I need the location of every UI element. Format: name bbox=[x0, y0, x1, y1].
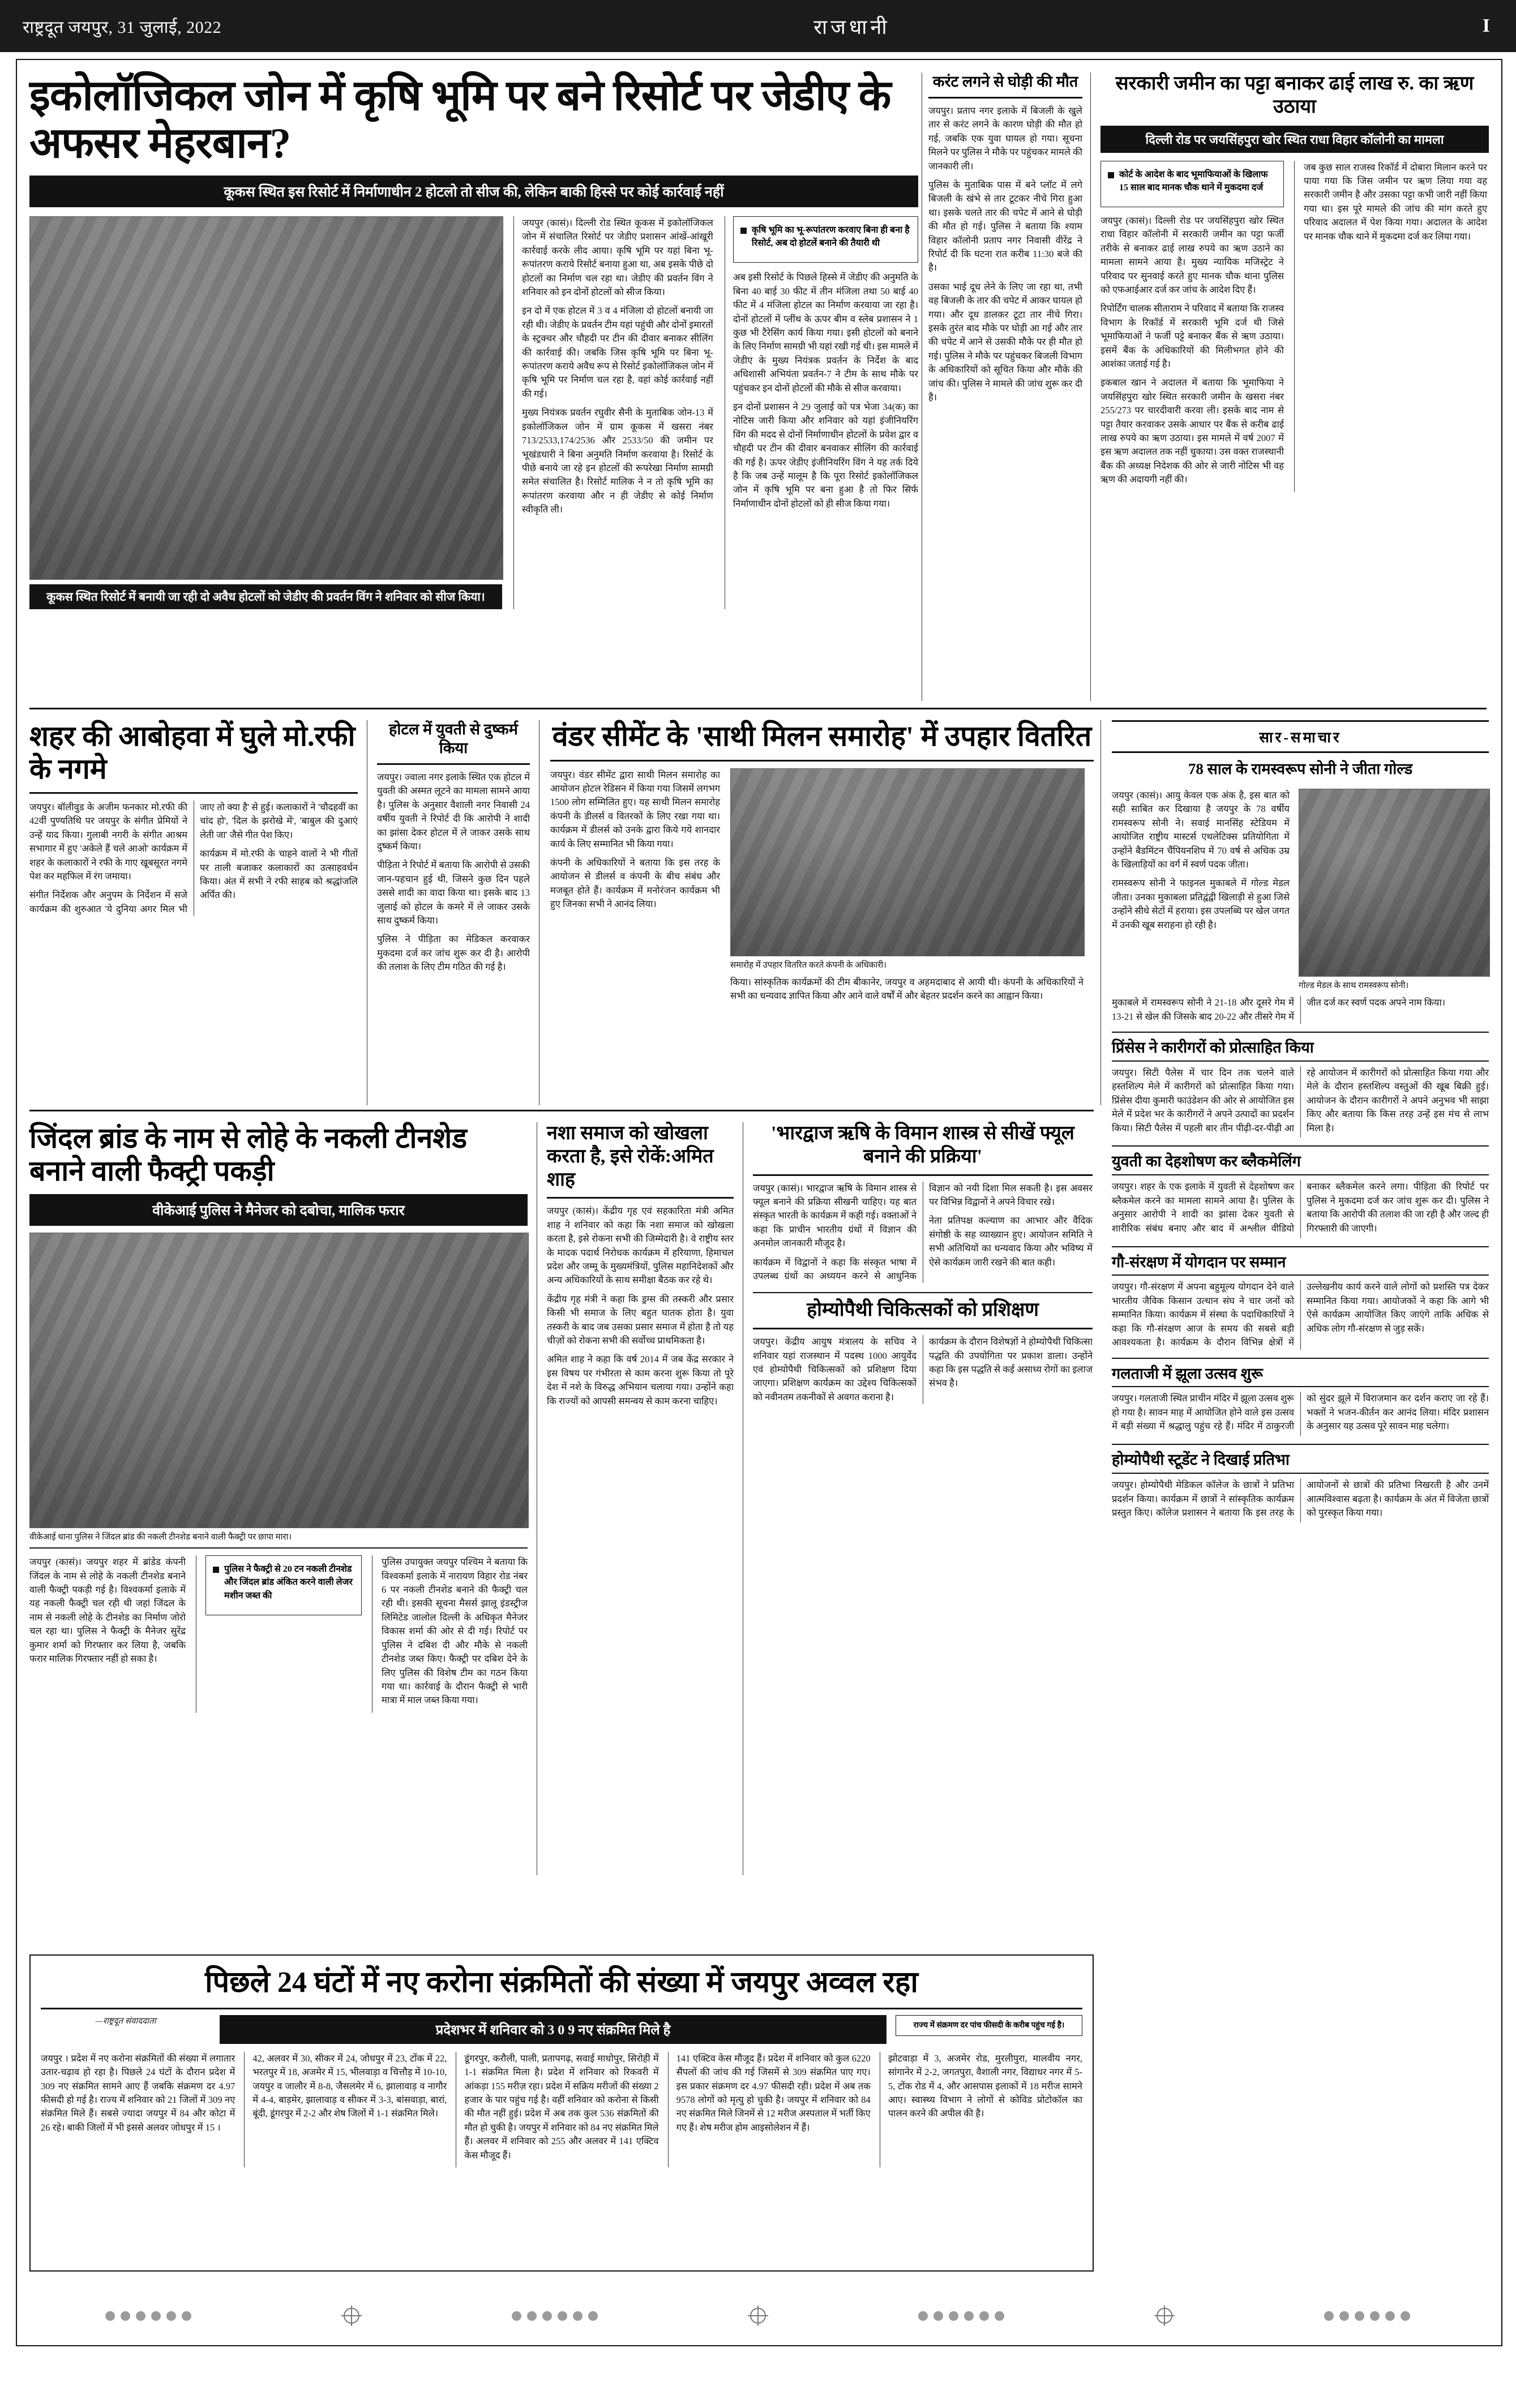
wonder-body-right: किया। सांस्कृतिक कार्यक्रमों की टीम बीकानेर, जयपुर व अहमदाबाद से आयी थी। कंपनी के अधिकारियों ने सभी का धन्यवाद ज्ञापित किया और आने वाले वर्षों में और बेहतर प्रदर्शन करने का आह्वान किया। bbox=[730, 976, 1084, 1002]
drugs-headline: नशा समाज को खोखला करता है, इसे रोकें:अमित शाह bbox=[547, 1123, 714, 1190]
rafi-headline: शहर की आबोहवा में घुले मो.रफी के नगमे bbox=[29, 720, 356, 785]
masthead-section-title: राजधानी bbox=[813, 15, 890, 39]
factory-photo-caption: वीकेआई थाना पुलिस ने जिंदल ब्रांड की नकली टीनशेड बनाने वाली फैक्ट्री पर छापा मारा। bbox=[29, 1528, 528, 1549]
footer-dots-right bbox=[918, 2311, 1004, 2321]
registration-mark-1 bbox=[344, 2308, 359, 2324]
lead-body-col1: जयपुर (कासं)। दिल्ली रोड स्थित कूकस में इकोलॉजिकल जोन में संचालित रिसोर्ट पर जेडीए प्रशासन आंखें-आंखूरी कार्रवाई करके लीद आया। कृषि भूमि पर यहां बिना भू-रूपांतरण कराये रिसोर्ट बनाया हुआ था, अब इसके पीछे दो होटलों का निर्माण चल रहा था। जेडीए की प्रवर्तन विंग ने शनिवार को इन दोनों होटलों को सीज किया। इन दो में एक होटल में 3 व 4 मंजिला दो होटलों बनायी जा रही थी। जेडीए के प्रवर्तन टीम यहां पहुंची और दोनों इमारतों के स्ट्रक्चर और चौहदी पर टीन की दीवार बनाकर सीलिंग की कार्रवाई की। जबकि जिस कृषि भूमि पर बिना भू-रूपांतरण कराये अवैध रूप से रिसोर्ट इकोलॉजिकल जोन में कृषि भूमि पर निर्माण चल रहा है, वहां कोई कार्रवाई नहीं की गई। मुख्य नियंत्रक प्रवर्तन रघुवीर सैनी के मुताबिक जोन-13 में इकोलॉजिकल जोन में ग्राम कूकस में खसरा नंबर 713/2533,174/2536 और 2533/50 की जमीन पर भूखंडधारी ने बिना अनुमति निर्माण करवाया है। रिसोर्ट के पीछे बनाये जा रहे इन होटलों की रूपरेखा निर्माण सामग्री समेत संचालित है। रिसोर्ट मालिक ने न तो कृषि भूमि का रूपांतरण करवाया और न ही जेडीए से कोई निर्माण स्वीकृति ली। bbox=[522, 217, 713, 515]
story-bhardwaj bbox=[753, 1122, 1093, 1404]
corona-col-1: 42, अलवर में 30, सीकर में 24, जोधपुर में 23, टोंक में 22, भरतपुर में 18, अजमेर में 15, भीलवाड़ा व चित्तौड़ में 10-10, जयपुर व जालौर में 8-8, जैसलमेर में 6, झालावाड़ व नागौर में 4-4, बाड़मेर, झालावाड़ व सीकर में 3-3, बांसवाड़ा, बारां, बूंदी, डूंगरपुर में 2-2 और शेष जिलों में 1-1 संक्रमित मिले। bbox=[244, 2052, 447, 2167]
corona-col-2: डूंगरपुर, करौली, पाली, प्रतापगढ़, सवाई माधोपुर, सिरोही में 1-1 संक्रमित मिला है। प्रदेश में शनिवार को रिकवरी में आंकड़ा 155 मरीज़ रहा। प्रदेश में सक्रिय मरीजों की संख्या 2 हजार के पार पहुंच गई है। वहीं शनिवार को करोना से किसी की मौत नहीं हुई। प्रदेश में अब तक कुल 536 संक्रमितों की मौत हो चुकी है। जयपुर में शनिवार को 84 नए संक्रमित मिले हैं। अलवर में शनिवार को 255 और अलवर में 141 एक्टिव केस मौजूद हैं। bbox=[456, 2052, 658, 2167]
corona-col-4: झोटवाड़ा में 3, अजमेर रोड, मुरलीपुरा, मालवीय नगर, सांगानेर में 2-2, जगतपुरा, वैशाली नगर, विद्याधर नगर में 5-5, टोंक रोड में 4, और आसपास इलाकों में 18 मरीज सामने आए। स्वास्थ्य विभाग ने लोगों से कोविड प्रोटोकॉल का पालन करने की अपील की है। bbox=[880, 2052, 1082, 2167]
masthead bbox=[0, 0, 1516, 52]
lead-photo bbox=[29, 216, 503, 580]
lead-story bbox=[29, 72, 918, 609]
footer-dots-far-right bbox=[1324, 2311, 1410, 2321]
corona-box bbox=[29, 1954, 1094, 2272]
rail-item-0-body: जयपुर। सिटी पैलेस में चार दिन तक चलने वाले हस्तशिल्प मेले में कारीगरों को प्रोत्साहित किया गया। प्रिंसेस दीया कुमारी फाउंडेशन की ओर से आयोजित इस मेले में प्रदेश भर के कारीगरों ने अपने उत्पादों का प्रदर्शन किया। सिटी पैलेस में पहली बार तीन पीढ़ी-दर-पीढ़ी आ रहे आयोजन में कारीगरों को प्रोत्साहित किया गया और मेले के दौरान हस्तशिल्प वस्तुओं की खूब बिक्री हुई। आयोजन के दौरान कारीगरों ने अपने अनुभव भी साझा किए और बताया कि किस तरह उन्हें इस मंच से लाभ मिला है। bbox=[1112, 1067, 1489, 1134]
wonder-photo-caption: समारोह में उपहार वितरित करते कंपनी के अधिकारी। bbox=[730, 960, 887, 970]
story-drugs bbox=[547, 1122, 734, 1413]
homeopathy-headline: होम्योपैथी चिकित्सकों को प्रशिक्षण bbox=[807, 1299, 1039, 1321]
hotel-headline: होटल में युवती से दुष्कर्म किया bbox=[389, 721, 518, 756]
corona-col-3: 141 एक्टिव केस मौजूद हैं। प्रदेश में शनिवार को कुल 6220 सैंपलों की जांच की गई जिसमें से 309 संक्रमित पाए गए। इस प्रकार संक्रमण दर 4.97 फीसदी रही। प्रदेश में अब तक 9578 लोगों को मृत्यु हो चुकी है। जयपुर में शनिवार को 84 नए संक्रमित मिले जिनमें से 12 मरीज अस्पताल में भर्ती किए गए हैं। शेष मरीज होम आइसोलेशन में हैं। bbox=[668, 2052, 871, 2167]
factory-photo bbox=[29, 1233, 529, 1528]
loan-bullet-box bbox=[1100, 161, 1284, 207]
loan-body-b: जब कुछ साल राजस्व रिकॉर्ड में दोबारा मिलान करने पर पाया गया कि जिस जमीन पर ऋण लिया गया वह सरकारी जमीन है और उसका पट्टा कभी जारी नहीं किया गया था। इस पूरे मामले की जांच की मांग करते हुए परिवाद अदालत में पेश किया गया। अदालत के आदेश पर मानक चौक थाने में मुकदमा दर्ज कर लिया गया। bbox=[1304, 161, 1487, 242]
lead-photo-caption: कूकस स्थित रिसोर्ट में बनायी जा रही दो अवैध होटलों को जेडीए की प्रवर्तन विंग ने शनिवार को सीज किया। bbox=[29, 584, 502, 609]
gold-body-left: जयपुर (कासं)। आयु केवल एक अंक है, इस बात को सही साबित कर दिखाया है जयपुर के 78 वर्षीय रामस्वरूप सोनी ने। सवाई मानसिंह स्टेडियम में आयोजित राष्ट्रीय मास्टर्स एथलेटिक्स प्रतियोगिता में उन्होंने बैडमिंटन चैंपियनशिप में 70 वर्ष से अधिक उम्र के खिलाड़ियों का वर्ग में स्वर्ण पदक जीता। रामस्वरूप सोनी ने फाइनल मुकाबले में गोल्ड मेडल जीता। उनका मुकाबला प्रतिद्वंद्वी खिलाड़ी से हुआ जिसे उन्होंने सीधे सेटों में हराया। इस उपलब्धि पर खेल जगत में उनकी खूब सराहना हो रही है। bbox=[1112, 789, 1290, 930]
rail-item-1-headline: युवती का देहशोषण कर ब्लैकमेलिंग bbox=[1112, 1152, 1489, 1175]
corona-band: प्रदेशभर में शनिवार को 3 0 9 नए संक्रमित मिले है bbox=[220, 2015, 887, 2044]
lead-bullet-item: कृषि भूमि का भू-रूपांतरण करवाए बिना ही बना है रिसोर्ट, अब दो होटलें बनाने की तैयारी थी bbox=[740, 224, 911, 250]
rail-item-1-body: जयपुर। शहर के एक इलाके में युवती से देहशोषण कर ब्लैकमेल करने का मामला सामने आया है। पुलिस के अनुसार आरोपी ने शादी का झांसा देकर युवती से शारीरिक संबंध बनाए और बाद में अश्लील वीडियो बनाकर ब्लैकमेल करने लगा। पीड़िता की रिपोर्ट पर पुलिस ने मुकदमा दर्ज कर जांच शुरू कर दी। पुलिस ने बताया कि आरोपी की तलाश की जा रही है और जल्द ही गिरफ्तारी की जाएगी। bbox=[1112, 1181, 1489, 1234]
masthead-edition: राष्ट्रदूत जयपुर, 31 जुलाई, 2022 bbox=[23, 18, 222, 37]
story-loan bbox=[1100, 72, 1489, 492]
loan-body-a: जयपुर (कासं)। दिल्ली रोड पर जयसिंहपुरा खोर स्थित राधा विहार कॉलोनी में सरकारी जमीन का पट्टा फर्जी तरीके से बनाकर ढाई लाख रुपये का ऋण उठाने का मामला सामने आया है। मुख्य न्यायिक मजिस्ट्रेट ने परिवाद पर सुनवाई करते हुए मानक चौक थाना पुलिस को एफआईआर दर्ज कर जांच के आदेश दिए हैं। रिपोर्टिंग चालक सीताराम ने परिवाद में बताया कि राजस्व विभाग के रिकॉर्ड में सरकारी भूमि दर्ज थी जिसे भूमाफियाओं ने फर्जी पट्टे बनाकर बैंक से ऋण उठाया। इसमें बैंक के अधिकारियों की मिलीभगत होने की आशंका जताई गई है। इकबाल खान ने अदालत में बताया कि भूमाफिया ने जयसिंहपुरा खोर स्थित सरकारी जमीन के खसरा नंबर 255/273 पर चारदीवारी करवा ली। इसके बाद नाम से पट्टा तैयार करवाकर उसके आधार पर बैंक से करीब ढाई लाख रुपये का ऋण उठाया। इस मामले में वर्ष 2007 में इस ऋण अदालत तक नहीं चुकाया। उस वक्त राजस्थानी बैंक की अध्यक्ष निदेशक की ओर से जारी नोटिस भी वह ऋण की अदायगी नहीं की। bbox=[1100, 215, 1284, 485]
mare-headline: करंट लगने से घोड़ी की मौत bbox=[932, 73, 1078, 90]
story-mare bbox=[928, 72, 1082, 409]
bhardwaj-body: जयपुर (कासं)। भारद्वाज ऋषि के विमान शास्त्र से फ्यूल बनाने की प्रक्रिया सीखनी चाहिए। यह बात संस्कृत भारती के कार्यक्रम में कही गई। वक्ताओं ने कहा कि प्राचीन भारतीय ग्रंथों में विज्ञान की अनमोल जानकारी मौजूद है। कार्यक्रम में विद्वानों ने कहा कि संस्कृत भाषा में उपलब्ध ग्रंथों का अध्ययन करने से आधुनिक विज्ञान को नयी दिशा मिल सकती है। इस अवसर पर विभिन्न विद्वानों ने अपने विचार रखे। नेता प्रतिपक्ष कल्याण का आभार और वैदिक संगोष्ठी के सह व्याख्यान हुए। आयोजन समिति ने सभी अतिथियों का धन्यवाद किया और भविष्य में ऐसे कार्यक्रम जारी रखने की बात कही। bbox=[753, 1182, 1093, 1282]
loan-headline: सरकारी जमीन का पट्टा बनाकर ढाई लाख रु. का ऋण उठाया bbox=[1115, 73, 1474, 117]
factory-kicker: वीकेआई पुलिस ने मैनेजर को दबोचा, मालिक फरार bbox=[29, 1194, 528, 1226]
masthead-page-marker: I bbox=[1482, 15, 1490, 36]
corona-side-note: राज्य में संक्रमण दर पांच फीसदी के करीब पहुंच गई है। bbox=[913, 2021, 1065, 2030]
factory-headline: जिंदल ब्रांड के नाम से लोहे के नकली टीनशेड बनाने वाली फैक्ट्री पकड़ी bbox=[29, 1122, 467, 1187]
factory-body-b: पुलिस उपायुक्त जयपुर पश्चिम ने बताया कि विश्वकर्मा इलाके में नारायण विहार रोड नंबर 6 पर नकली टीनशेड बनाने की फैक्ट्री चल रही थी। इसकी सूचना मैसर्स झालू इंडस्ट्रीज लिमिटेड जालोल दिल्ली के अधिकृत मैनेजर विकास शर्मा की ओर से दी गई। रिपोर्ट पर पुलिस ने दबिश दी और मौके से नकली टीनशेड जब्त किए। फैक्ट्री पर दबिश देने के लिए पुलिस की विशेष टीम का गठन किया गया था। कार्रवाई के दौरान फैक्ट्री से भारी मात्रा में माल जब्त किया गया। bbox=[382, 1556, 528, 1706]
factory-bullet-box bbox=[205, 1555, 362, 1615]
rail-item-4-body: जयपुर। होम्योपैथी मेडिकल कॉलेज के छात्रों ने प्रतिभा प्रदर्शन किया। कार्यक्रम में छात्रों ने सांस्कृतिक कार्यक्रम प्रस्तुत किए। कॉलेज प्रशासन ने बताया कि इस तरह के आयोजनों से छात्रों की प्रतिभा निखरती है और उनमें आत्मविश्वास बढ़ता है। कार्यक्रम के अंत में विजेता छात्रों को पुरस्कृत किया गया। bbox=[1112, 1479, 1489, 1518]
wonder-body-left: जयपुर। वंडर सीमेंट द्वारा साथी मिलन समारोह का आयोजन होटल रेडिसन में किया गया जिसमें लगभग 1500 लोग सम्मिलित हुए। यह साथी मिलन समारोह कंपनी के डीलर्स व वितरकों के लिए रखा गया था। कार्यक्रम में डीलर्स को उनके द्वारा किये गये शानदार कार्य के लिए सम्मानित भी किया गया। कंपनी के अधिकारियों ने बताया कि इस तरह के आयोजन से डीलर्स व कंपनी के बीच संबंध और मजबूत होते हैं। कार्यक्रम में मनोरंजन कार्यक्रम भी हुए जिनका सभी ने आनंद लिया। bbox=[550, 769, 720, 910]
bullet-square-icon bbox=[740, 228, 747, 234]
story-factory bbox=[29, 1122, 528, 1713]
registration-mark-2 bbox=[750, 2308, 766, 2324]
story-wonder bbox=[550, 720, 1094, 1008]
story-rafi bbox=[29, 720, 358, 916]
footer-dots-mid bbox=[512, 2311, 598, 2321]
corona-col-0: जयपुर । प्रदेश में नए करोना संक्रमितों की संख्या में लगातार उतार-चढ़ाव हो रहा है। पिछले 24 घंटों के दौरान प्रदेश में 309 नए संक्रमित सामने आए हैं जबकि संक्रमण दर 4.97 फीसदी हो गई है। राज्य में शनिवार को 21 जिलों में 309 नए संक्रमित मिले हैं। सबसे ज्यादा जयपुर में 84 और कोटा में 26 रहे। बाकी जिलों में भी इससे अलवर जोधपुर में 15 । bbox=[41, 2052, 235, 2133]
story-hotel bbox=[377, 720, 530, 980]
bullet-square-icon bbox=[213, 1567, 219, 1573]
footer-registration-strip bbox=[29, 2299, 1487, 2333]
factory-bullet-item: पुलिस ने फैक्ट्री से 20 टन नकली टीनशेड और जिंदल ब्रांड अंकित करने वाली लेजर मशीन जब्त की bbox=[213, 1563, 354, 1602]
rail-item-4-headline: होम्योपैथी स्टूडेंट ने दिखाई प्रतिभा bbox=[1112, 1451, 1489, 1474]
gold-body-rest: मुकाबले में रामस्वरूप सोनी ने 21-18 और दूसरे गेम में 13-21 से खेल की जिसके बाद 20-22 और तीसरे गेम में जीत दर्ज कर स्वर्ण पदक अपने नाम किया। bbox=[1112, 997, 1446, 1022]
sar-samachar-title: सार-समाचार bbox=[1259, 729, 1342, 746]
rafi-body: जयपुर। बॉलीवुड के अजीम फनकार मो.रफी की 42वीं पुण्यतिथि पर जयपुर के संगीत प्रेमियों ने उन्हें याद किया। गुलाबी नगरी के संगीत आश्रम सभागार में हुए 'अकेले हैं चले आओ' कार्यक्रम में शहर के कलाकारों ने रफी के गाए खूबसूरत नगमे पेश कर महफिल में रंग जमाया। संगीत निर्देशक और अनुपम के निर्देशन में सजे कार्यक्रम की शुरुआत 'ये दुनिया अगर मिल भी जाए तो क्या है' से हुई। कलाकारों ने 'चौदहवीं का चांद हो', 'दिल के झरोखे में', 'बाबुल की दुआएं लेती जा' जैसे गीत पेश किए। कार्यक्रम में मो.रफी के चाहने वालों ने भी गीतों पर ताली बजाकर कलाकारों का उत्साहवर्धन किया। अंत में सभी ने रफी साहब को श्रद्धांजलि अर्पित की। bbox=[29, 802, 358, 914]
bullet-square-icon bbox=[1108, 172, 1114, 178]
hotel-body: जयपुर। ज्वाला नगर इलाके स्थित एक होटल में युवती की अस्मत लूटने का मामला सामने आया है। पुलिस के अनुसार वैशाली नगर निवासी 24 वर्षीय युवती ने रिपोर्ट दी कि आरोपी ने शादी का झांसा देकर होटल में ले जाकर उसके साथ दुष्कर्म किया। पीड़िता ने रिपोर्ट में बताया कि आरोपी से उसकी जान-पहचान हुई थी, जिसने कुछ दिन पहले उससे शादी का वादा किया था। इसके बाद 13 जुलाई को होटल के कमरे में ले जाकर उसके साथ दुष्कर्म किया। पुलिस ने पीड़िता का मेडिकल करवाकर मुकदमा दर्ज कर जांच शुरू कर दी है। आरोपी की तलाश के लिए टीम गठित की गई है। bbox=[377, 771, 530, 973]
lead-bullet-box bbox=[733, 216, 918, 263]
rail-item-3-headline: गलताजी में झूला उत्सव शुरू bbox=[1112, 1365, 1489, 1388]
lead-headline: इकोलॉजिकल जोन में कृषि भूमि पर बने रिसोर्ट पर जेडीए के अफसर मेहरबान? bbox=[29, 72, 891, 167]
mare-body: जयपुर। प्रताप नगर इलाके में बिजली के खुले तार से करंट लगने के कारण घोड़ी की मौत हो गई, जबकि एक युवा घायल हो गया। सूचना मिलने पर पुलिस ने मौके पर पहुंचकर मामले की जानकारी ली। पुलिस के मुताबिक पास में बने प्लॉट में लगे बिजली के खंभे से तार टूटकर नीचे गिरा हुआ था। इसके चलते तार की चपेट में आने से घोड़ी की मौत हो गई। पुलिस ने बताया कि श्याम विहार कॉलोनी प्रताप नगर निवासी वीरेंद्र ने रिपोर्ट दी कि घटना रात करीब 11:30 बजे की है। उसका भाई दूध लेने के लिए जा रहा था, तभी वह बिजली के तार की चपेट में आकर घायल हो गया। और दूध डालकर टूटा तार नीचे गिरा। इसके तुरंत बाद मौके पर घोड़ी आ गई और तार की चपेट में आने से उसकी मौके पर ही मौत हो गई। पुलिस ने मौके पर पहुंचकर बिजली विभाग के अधिकारियों को सूचित किया और मौके की जांच की। पुलिस ने मामले की जांच शुरू कर दी है। bbox=[928, 105, 1082, 403]
gold-photo bbox=[1299, 789, 1490, 977]
corona-byline-block: —राष्ट्रदूत संवाददाता bbox=[95, 2016, 156, 2026]
loan-bullet-item: कोर्ट के आदेश के बाद भूमाफियाओं के खिलाफ 15 साल बाद मानक चौक थाने में मुकदमा दर्ज bbox=[1108, 168, 1277, 194]
lead-kicker: कूकस स्थित इस रिसोर्ट में निर्माणाधीन 2 होटलो तो सीज की, लेकिन बाकी हिस्से पर कोई कार्रवाई नहीं bbox=[29, 176, 918, 207]
wonder-photo bbox=[730, 768, 1085, 956]
factory-body-a: जयपुर (कासं)। जयपुर शहर में ब्रांडेड कंपनी जिंदल के नाम से लोहे के नकली टीनशेड बनाने वाली फैक्ट्री पकड़ी गई है। विश्वकर्मा इलाके में यह नकली फैक्ट्री चल रही थी जहां जिंदल के नाम से नकली लोहे के टीनशेड का निर्माण जोरो चल रहा था। पुलिस ने फैक्ट्री के मैनेजर सुरेंद्र कुमार शर्मा को गिरफ्तार कर लिया है, जबकि फरार मालिक गिरफ्तार नहीं हो सका है। bbox=[29, 1556, 186, 1665]
drugs-body: जयपुर (कासं)। केंद्रीय गृह एवं सहकारिता मंत्री अमित शाह ने शनिवार को कहा कि नशा समाज को खोखला करता है, इसे रोकना सभी की जिम्मेदारी है। वे राष्ट्रीय स्तर के मादक पदार्थ निरोधक कार्यक्रम में हरियाणा, हिमाचल प्रदेश और जम्मू के मुख्यमंत्रियों, पुलिस महानिदेशकों और अन्य अधिकारियों के साथ समीक्षा बैठक कर रहे थे। केंद्रीय गृह मंत्री ने कहा कि ड्रग्स की तस्करी और प्रसार किसी भी समाज के लिए बहुत घातक होता है। युवा तस्करी के बाद जब उसका प्रसार समाज में होता है तो यह चीज़ों को रोकना सभी की सर्वोच्च प्राथमिकता है। अमित शाह ने कहा कि वर्ष 2014 में जब केंद्र सरकार ने इस विषय पर गंभीरता से काम करना शुरू किया तो पूरे देश में नशे के विरुद्ध अभियान चलाया गया। उन्होंने कहा कि राज्यों को आपसी समन्वय से काम करना चाहिए। bbox=[547, 1205, 734, 1406]
lead-body-col2: अब इसी रिसोर्ट के पिछले हिस्से में जेडीए की अनुमति के बिना 40 बाई 30 फीट में तीन मंजिला तथा 50 बाई 40 फीट में 4 मंजिला होटल का निर्माण करवाया जा रहा है। दोनों होटलों में प्लींथ के ऊपर बीम व स्लेब प्रशासन ने 1 कुछ भी टैरेसिंग कार्य किया गया। इसी होटलों को बनाने के लिए निर्माण सामग्री भी यहां रखी गई थी। इस मामले में जेडीए के मुख्य नियंत्रक प्रवर्तन के निर्देश के बाद अधिशासी अभियंता प्रवर्तन-7 ने टीम के साथ मौके पर पहुंचकर इन दोनों होटलों की मौके से सीज करवाया। इन दोनों प्रशासन ने 29 जुलाई को पत्र भेजा 34(क) का नोटिस जारी किया और शनिवार को यहां इंजीनियरिंग विंग की मदद से दोनों निर्माणाधीन होटलों के प्रवेश द्वार व चौहदी पर टीन की दीवार बनवाकर सीलिंग की कार्रवाई की गई है। ऊपर जेडीए इंजीनियरिंग विंग ने यह तर्क दिये है कि जब उन्हें मालूम है कि पूरा रिसोर्ट इकोलॉजिकल जोन में कृषि भूमि पर बना हुआ है तो फिर सिर्फ निर्माणाधीन दोनों होटलों को ही सीज किया गया। bbox=[733, 272, 918, 509]
right-rail bbox=[1112, 720, 1489, 1522]
rail-item-0-headline: प्रिंसेस ने कारीगरों को प्रोत्साहित किया bbox=[1112, 1038, 1489, 1062]
bhardwaj-headline: 'भारद्वाज ऋषि के विमान शास्त्र से सीखें फ्यूल बनाने की प्रक्रिया' bbox=[770, 1123, 1074, 1167]
gold-headline: 78 साल के रामस्वरूप सोनी ने जीता गोल्ड bbox=[1188, 760, 1413, 777]
rail-item-2-headline: गौ-संरक्षण में योगदान पर सम्मान bbox=[1112, 1253, 1489, 1276]
footer-dots-left bbox=[105, 2311, 191, 2321]
homeopathy-body: जयपुर। केंद्रीय आयुष मंत्रालय के सचिव ने शनिवार यहां राजस्थान में पदस्थ 1000 आयुर्वेद एवं होम्योपैथी चिकित्सकों को प्रशिक्षण दिया जाएगा। प्रशिक्षण कार्यक्रम का उद्देश्य चिकित्सकों को नवीनतम तकनीकों से अवगत कराना है। कार्यक्रम के दौरान विशेषज्ञों ने होम्योपैथी चिकित्सा पद्धति की उपयोगिता पर प्रकाश डाला। उन्होंने कहा कि इस पद्धति से कई असाध्य रोगों का इलाज संभव है। bbox=[753, 1336, 1093, 1402]
loan-kicker: दिल्ली रोड पर जयसिंहपुरा खोर स्थित राधा विहार कॉलोनी का मामला bbox=[1100, 126, 1489, 153]
gold-photo-caption: गोल्ड मेडल के साथ रामस्वरूप सोनी। bbox=[1299, 981, 1409, 990]
registration-mark-3 bbox=[1157, 2308, 1172, 2324]
corona-headline: पिछले 24 घंटों में नए करोना संक्रमितों की संख्या में जयपुर अव्वल रहा bbox=[205, 1966, 918, 1999]
wonder-headline: वंडर सीमेंट के 'साथी मिलन समारोह' में उपहार वितरित bbox=[552, 720, 1092, 752]
rail-item-2-body: जयपुर। गौ-संरक्षण में अपना बहुमूल्य योगदान देने वाले भारतीय जैविक किसान उत्थान संघ ने चार जनों को सम्मानित किया। कार्यक्रम में संस्था के पदाधिकारियों ने कहा कि गौ-संरक्षण आज के समय की सबसे बड़ी आवश्यकता है। कार्यक्रम के दौरान विभिन्न क्षेत्रों में उल्लेखनीय कार्य करने वाले लोगों को प्रशस्ति पत्र देकर सम्मानित किया गया। आयोजकों ने कहा कि आगे भी ऐसे कार्यक्रम आयोजित किए जाएंगे ताकि अधिक से अधिक लोग गौ-संरक्षण से जुड़ सकें। bbox=[1112, 1281, 1489, 1348]
rail-item-3-body: जयपुर। गलताजी स्थित प्राचीन मंदिर में झूला उत्सव शुरू हो गया है। सावन माह में आयोजित होने वाले इस उत्सव में बड़ी संख्या में श्रद्धालु पहुंच रहे हैं। मंदिर में ठाकुरजी को सुंदर झूले में विराजमान कर दर्शन कराए जा रहे हैं। भक्तों ने भजन-कीर्तन कर आनंद लिया। मंदिर प्रशासन के अनुसार यह उत्सव पूरे सावन माह चलेगा। bbox=[1112, 1393, 1489, 1432]
